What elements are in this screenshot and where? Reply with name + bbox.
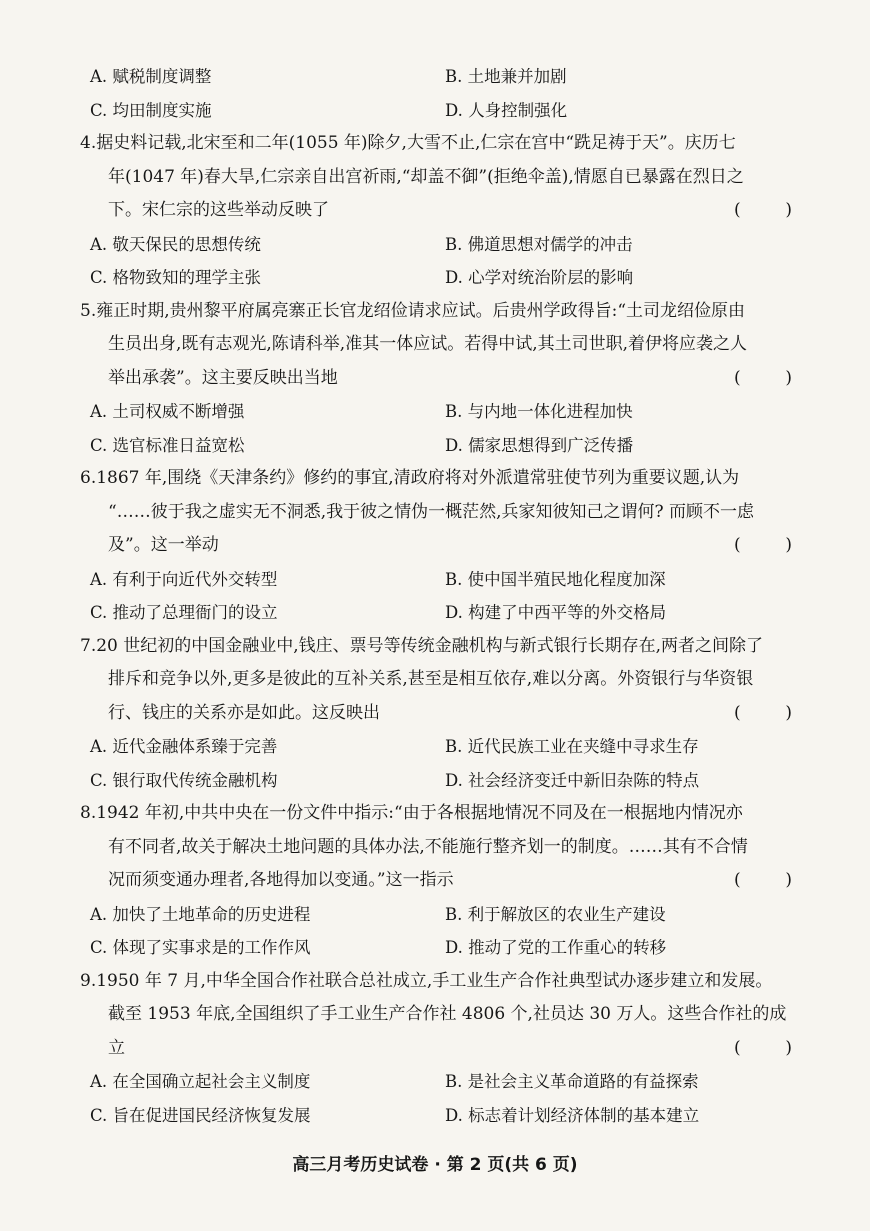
option-b: B. 与内地一体化进程加快 [445, 402, 633, 421]
option-b: B. 是社会主义革命道路的有益探索 [445, 1072, 699, 1091]
question-options [90, 395, 792, 462]
stem-line: 年(1047 年)春大旱,仁宗亲自出宫祈雨,“却盖不御”(拒绝伞盖),情愿自已暴露在烈日之 [108, 166, 744, 187]
stem-line: 排斥和竞争以外,更多是彼此的互补关系,甚至是相互依存,难以分离。外资银行与华资银 [108, 669, 754, 689]
option-c: C. 推动了总理衙门的设立 [90, 603, 278, 622]
option-a: A. 加快了土地革命的历史进程 [90, 904, 311, 924]
question-stem [80, 295, 792, 396]
question-4 [80, 127, 792, 295]
question-7 [80, 630, 792, 798]
option-d: D. 标志着计划经济体制的基本建立 [445, 1105, 700, 1125]
close-paren: ) [785, 200, 792, 220]
question-list [80, 127, 792, 1132]
option-c: C. 体现了实事求是的工作作风 [90, 938, 311, 957]
stem-line: 5.雍正时期,贵州黎平府属亮寨正长官龙绍俭请求应试。后贵州学政得旨:“土司龙绍俭原由 [80, 300, 746, 321]
open-paren: ( [734, 702, 741, 723]
close-paren: ) [785, 1037, 792, 1058]
question-stem [80, 462, 792, 563]
question-5 [80, 295, 792, 463]
open-paren: ( [734, 535, 741, 555]
page-footer: 高三月考历史试卷 · 第 2 页(共 6 页) [292, 1155, 578, 1175]
option-d: D. 人身控制强化 [445, 100, 568, 120]
stem-line: 生员出身,既有志观光,陈请科举,准其一体应试。若得中试,其土司世职,着伊将应袭之人 [108, 334, 748, 354]
close-paren: ) [785, 702, 792, 723]
stem-line: 下。宋仁宗的这些举动反映了 [108, 200, 329, 220]
option-a: A. 有利于向近代外交转型 [90, 569, 278, 589]
question-options [90, 730, 792, 797]
stem-line: 截至 1953 年底,全国组织了手工业生产合作社 4806 个,社员达 30 万人。这些合作社的成 [108, 1004, 787, 1024]
question-8 [80, 797, 792, 965]
stem-line: 立 [108, 1037, 125, 1058]
question-9 [80, 965, 792, 1133]
question-options [90, 228, 792, 295]
question-options [90, 898, 792, 965]
option-a: A. 敬天保民的思想传统 [90, 234, 261, 254]
option-a: A. 土司权威不断增强 [90, 402, 245, 421]
option-d: D. 社会经济变迁中新旧杂陈的特点 [445, 770, 700, 790]
option-b: B. 利于解放区的农业生产建设 [445, 904, 666, 924]
question-stem [80, 797, 792, 898]
option-b: B. 佛道思想对儒学的冲击 [445, 234, 633, 254]
stem-line: 7.20 世纪初的中国金融业中,钱庄、票号等传统金融机构与新式银行长期存在,两者之间除了 [80, 635, 764, 656]
option-c: C. 选官标准日益宽松 [90, 435, 245, 455]
open-paren: ( [734, 870, 741, 890]
answer-blank [734, 362, 792, 396]
answer-blank [734, 1032, 792, 1066]
answer-blank [734, 697, 792, 731]
question-options [90, 563, 792, 630]
stem-line: 举出承袭”。这主要反映出当地 [108, 367, 338, 388]
stem-line: 6.1867 年,围绕《天津条约》修约的事宜,清政府将对外派遣常驻使节列为重要议题,认为 [80, 468, 740, 488]
question-stem [80, 127, 792, 228]
option-b: B. 土地兼并加剧 [445, 67, 567, 86]
stem-line: 及”。这一举动 [108, 535, 219, 555]
option-d: D. 推动了党的工作重心的转移 [445, 938, 667, 957]
stem-line: 4.据史料记载,北宋至和二年(1055 年)除夕,大雪不止,仁宗在宫中“跣足祷于天”。庆历七 [80, 133, 736, 153]
close-paren: ) [785, 535, 792, 555]
option-a: A. 近代金融体系臻于完善 [90, 737, 278, 756]
option-b: B. 使中国半殖民地化程度加深 [445, 569, 666, 589]
open-paren: ( [734, 200, 741, 220]
question-stem [80, 965, 792, 1066]
stem-line: 况而须变通办理者,各地得加以变通。”这一指示 [108, 870, 454, 890]
question-6 [80, 462, 792, 630]
option-c: C. 银行取代传统金融机构 [90, 770, 278, 790]
option-a: A. 赋税制度调整 [90, 67, 212, 86]
option-a: A. 在全国确立起社会主义制度 [90, 1072, 311, 1091]
open-paren: ( [734, 1037, 741, 1058]
stem-line: 行、钱庄的关系亦是如此。这反映出 [108, 702, 380, 723]
answer-blank [734, 194, 792, 228]
top-options [90, 60, 792, 127]
close-paren: ) [785, 870, 792, 890]
option-c: C. 均田制度实施 [90, 100, 212, 120]
answer-blank [734, 864, 792, 898]
stem-line: 9.1950 年 7 月,中华全国合作社联合总社成立,手工业生产合作社典型试办逐步建立和发展。 [80, 970, 773, 991]
option-b: B. 近代民族工业在夹缝中寻求生存 [445, 737, 699, 756]
option-c: C. 格物致知的理学主张 [90, 268, 262, 287]
close-paren: ) [785, 367, 792, 388]
stem-line: 有不同者,故关于解决土地问题的具体办法,不能施行整齐划一的制度。……其有不合情 [108, 836, 748, 857]
stem-line: 8.1942 年初,中共中央在一份文件中指示:“由于各根据地情况不同及在一根据地内情况亦 [80, 803, 743, 823]
answer-blank [734, 529, 792, 563]
question-stem [80, 630, 792, 731]
option-c: C. 旨在促进国民经济恢复发展 [90, 1105, 311, 1125]
option-d: D. 构建了中西平等的外交格局 [445, 603, 667, 622]
question-options [90, 1065, 792, 1132]
option-d: D. 儒家思想得到广泛传播 [445, 435, 634, 455]
option-d: D. 心学对统治阶层的影响 [445, 268, 634, 287]
stem-line: “……彼于我之虚实无不洞悉,我于彼之情伪一概茫然,兵家知彼知己之谓何? 而顾不一虑 [108, 501, 755, 522]
open-paren: ( [734, 367, 741, 388]
